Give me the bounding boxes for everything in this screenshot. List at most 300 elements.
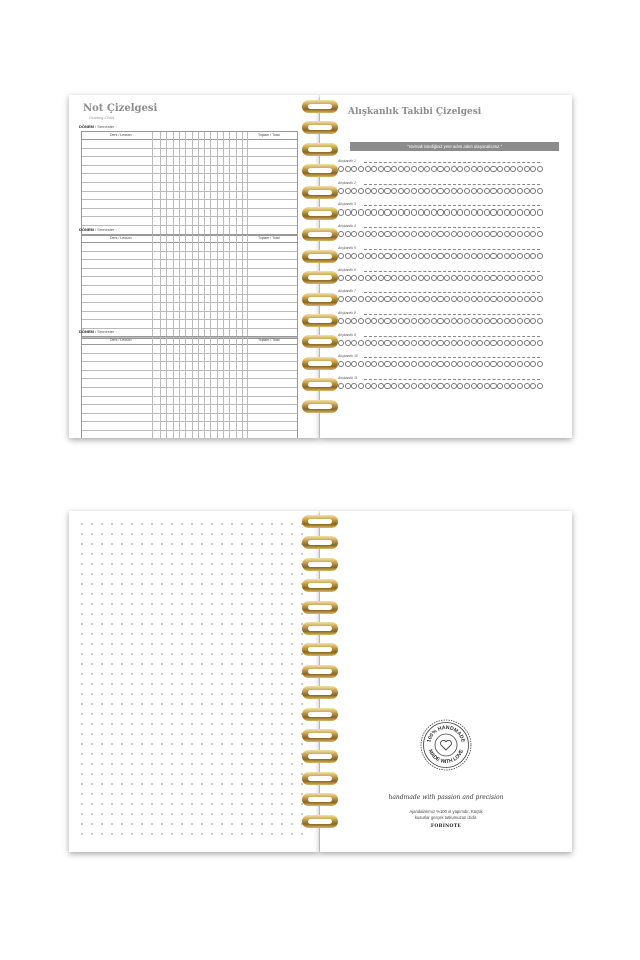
- habit-day-circle: [431, 340, 437, 346]
- habit-day-circle: [437, 340, 443, 346]
- habit-day-circle: [378, 275, 384, 281]
- habit-day-circle: [471, 166, 477, 172]
- habit-label: Alışkanlık 1: [338, 159, 356, 163]
- table-column-line: [166, 337, 167, 438]
- habit-day-circle: [391, 275, 397, 281]
- habit-day-circle: [384, 318, 390, 324]
- habit-day-circle: [537, 209, 543, 215]
- habit-day-circle: [437, 361, 443, 367]
- habit-day-circle: [418, 166, 424, 172]
- habit-day-circle: [471, 253, 477, 259]
- habit-day-circle: [524, 361, 530, 367]
- habit-day-circle: [457, 383, 463, 389]
- habit-day-circle: [365, 253, 371, 259]
- table-column-line: [152, 132, 153, 235]
- habit-write-line: [364, 205, 540, 206]
- habit-day-circle: [371, 231, 377, 237]
- habit-day-circle: [431, 296, 437, 302]
- spiral-ring: [298, 250, 342, 263]
- habit-day-circle: [384, 275, 390, 281]
- habit-day-circle: [510, 188, 516, 194]
- table-row: [82, 217, 297, 226]
- habit-day-circle: [524, 340, 530, 346]
- habit-day-circle: [411, 166, 417, 172]
- habit-day-circle: [530, 361, 536, 367]
- table-row: [82, 269, 297, 278]
- habit-day-circle: [378, 383, 384, 389]
- grading-chart-subtitle: Grading Chart: [89, 115, 115, 120]
- habit-day-circle: [484, 188, 490, 194]
- habit-day-circle: [490, 253, 496, 259]
- habit-day-circle: [451, 166, 457, 172]
- habit-day-circle: [378, 209, 384, 215]
- habit-day-circle: [411, 188, 417, 194]
- habit-write-line: [364, 184, 540, 185]
- habit-day-circle: [391, 188, 397, 194]
- habit-day-circle: [451, 253, 457, 259]
- table-row: [82, 371, 297, 380]
- habit-day-circle: [504, 340, 510, 346]
- habit-day-circle: [471, 361, 477, 367]
- habit-day-circle: [398, 361, 404, 367]
- habit-day-circle: [424, 253, 430, 259]
- habit-day-circle: [404, 166, 410, 172]
- habit-day-circle: [537, 275, 543, 281]
- habit-day-circle: [398, 383, 404, 389]
- table-column-line: [173, 337, 174, 438]
- spiral-ring: [298, 335, 342, 348]
- habit-day-circle: [444, 383, 450, 389]
- habit-day-circle: [378, 166, 384, 172]
- spiral-ring: [298, 750, 342, 763]
- habit-day-circle: [351, 209, 357, 215]
- spiral-ring: [298, 143, 342, 156]
- habit-day-circle: [411, 275, 417, 281]
- habit-day-circle: [537, 166, 543, 172]
- habit-day-circle: [345, 296, 351, 302]
- habit-day-circle: [524, 275, 530, 281]
- quote-bar: [350, 142, 559, 151]
- habit-day-circle: [424, 340, 430, 346]
- spiral-ring: [298, 271, 342, 284]
- habit-day-circle: [484, 383, 490, 389]
- spiral-ring: [298, 314, 342, 327]
- table-column-line: [247, 337, 248, 438]
- habit-day-circles: [338, 275, 543, 283]
- spiral-ring: [298, 643, 342, 656]
- habit-day-circle: [457, 318, 463, 324]
- habit-day-circle: [351, 383, 357, 389]
- handmade-badge: [420, 719, 472, 771]
- habit-day-circle: [424, 275, 430, 281]
- table-column-line: [223, 132, 224, 235]
- habit-day-circle: [351, 253, 357, 259]
- habit-day-circle: [371, 275, 377, 281]
- handmade-page: [320, 511, 572, 852]
- table-column-line: [198, 235, 199, 338]
- spiral-ring: [298, 665, 342, 678]
- habit-day-circle: [411, 340, 417, 346]
- habit-day-circle: [537, 296, 543, 302]
- spiral-ring: [298, 793, 342, 806]
- habit-day-circle: [510, 231, 516, 237]
- habit-write-line: [364, 292, 540, 293]
- habit-day-circle: [464, 318, 470, 324]
- table-column-line: [185, 132, 186, 235]
- habit-day-circle: [530, 231, 536, 237]
- table-row: [82, 379, 297, 388]
- habit-day-circle: [530, 296, 536, 302]
- habit-day-circle: [345, 383, 351, 389]
- habit-day-circle: [471, 318, 477, 324]
- habit-day-circle: [451, 296, 457, 302]
- habit-day-circle: [477, 361, 483, 367]
- habit-day-circle: [537, 253, 543, 259]
- habit-day-circle: [490, 296, 496, 302]
- grading-chart-page: [69, 95, 319, 438]
- habit-day-circle: [510, 209, 516, 215]
- habit-day-circle: [418, 275, 424, 281]
- habit-day-circle: [524, 253, 530, 259]
- habit-day-circle: [351, 231, 357, 237]
- table-column-line: [247, 235, 248, 338]
- habit-day-circle: [517, 166, 523, 172]
- spiral-ring: [298, 228, 342, 241]
- habit-day-circle: [477, 253, 483, 259]
- habit-day-circle: [471, 275, 477, 281]
- habit-day-circle: [391, 296, 397, 302]
- habit-day-circle: [530, 340, 536, 346]
- table-column-line: [173, 132, 174, 235]
- table-column-line: [236, 132, 237, 235]
- habit-write-line: [364, 336, 540, 337]
- habit-day-circle: [398, 253, 404, 259]
- habit-day-circle: [464, 275, 470, 281]
- habit-day-circle: [398, 296, 404, 302]
- table-column-line: [236, 235, 237, 338]
- dot-grid: [77, 519, 309, 841]
- habit-day-circle: [490, 231, 496, 237]
- habit-day-circle: [418, 383, 424, 389]
- habit-label: Alışkanlık 2: [338, 180, 356, 185]
- habit-day-circle: [510, 296, 516, 302]
- habit-day-circle: [464, 166, 470, 172]
- habit-label: Alışkanlık 7: [338, 289, 356, 294]
- habit-day-circle: [358, 296, 364, 302]
- habit-label: Alışkanlık 10: [338, 354, 358, 359]
- table-column-line: [242, 337, 243, 438]
- habit-day-circle: [411, 296, 417, 302]
- habit-day-circle: [464, 340, 470, 346]
- table-row: [82, 422, 297, 431]
- habit-day-circle: [404, 296, 410, 302]
- habit-day-circle: [391, 231, 397, 237]
- table-row: [82, 362, 297, 371]
- habit-day-circle: [504, 383, 510, 389]
- habit-day-circle: [424, 296, 430, 302]
- spiral-ring: [298, 772, 342, 785]
- habit-day-circle: [378, 340, 384, 346]
- habit-day-circle: [517, 340, 523, 346]
- habit-write-line: [364, 314, 540, 315]
- habit-day-circle: [510, 340, 516, 346]
- habit-day-circle: [517, 209, 523, 215]
- habit-day-circle: [477, 318, 483, 324]
- brand-name: FOBINOTE: [430, 824, 462, 829]
- habit-day-circle: [457, 296, 463, 302]
- col-lesson-3: Ders / Lesson: [110, 338, 132, 342]
- habit-day-circle: [457, 166, 463, 172]
- habit-day-circle: [411, 361, 417, 367]
- habit-day-circle: [398, 275, 404, 281]
- habit-day-circle: [530, 188, 536, 194]
- table-row: [82, 183, 297, 192]
- habit-day-circle: [391, 209, 397, 215]
- habit-day-circle: [530, 318, 536, 324]
- table-row: [82, 157, 297, 166]
- habit-day-circle: [484, 296, 490, 302]
- habit-day-circle: [524, 296, 530, 302]
- table-column-line: [204, 235, 205, 338]
- grades-table-3: [81, 336, 298, 438]
- badge-top-text: 100% HANDMADE: [426, 724, 466, 744]
- habit-day-circle: [418, 340, 424, 346]
- table-row: [82, 243, 297, 252]
- table-row: [82, 345, 297, 354]
- habit-day-circle: [404, 188, 410, 194]
- habit-day-circle: [477, 209, 483, 215]
- habit-day-circle: [378, 231, 384, 237]
- table-column-line: [152, 235, 153, 338]
- semester-label-3: DÖNEM / Semester :: [79, 329, 117, 334]
- habit-day-circle: [484, 275, 490, 281]
- habit-day-circles: [338, 253, 543, 261]
- col-total-2: Toplam / Total: [258, 236, 280, 240]
- habit-day-circle: [345, 166, 351, 172]
- table-column-line: [217, 132, 218, 235]
- table-column-line: [192, 235, 193, 338]
- table-row: [82, 431, 297, 438]
- col-total-1: Toplam / Total: [258, 133, 280, 137]
- habit-day-circles: [338, 188, 543, 196]
- habit-write-line: [364, 162, 540, 163]
- habit-day-circle: [384, 166, 390, 172]
- habit-day-circle: [457, 361, 463, 367]
- table-row: [82, 192, 297, 201]
- habit-day-circle: [365, 231, 371, 237]
- table-column-line: [179, 235, 180, 338]
- habit-day-circle: [358, 253, 364, 259]
- table-column-line: [223, 337, 224, 438]
- habit-day-circle: [444, 296, 450, 302]
- habit-day-circle: [371, 188, 377, 194]
- habit-day-circle: [418, 361, 424, 367]
- table-column-line: [179, 132, 180, 235]
- habit-day-circle: [371, 318, 377, 324]
- habit-day-circle: [517, 383, 523, 389]
- habit-day-circle: [437, 166, 443, 172]
- table-column-line: [242, 132, 243, 235]
- habit-day-circle: [345, 361, 351, 367]
- habit-day-circle: [437, 318, 443, 324]
- table-column-line: [166, 235, 167, 338]
- table-row: [82, 174, 297, 183]
- habit-day-circle: [358, 166, 364, 172]
- habit-day-circle: [398, 318, 404, 324]
- table-column-line: [179, 337, 180, 438]
- habit-day-circle: [378, 296, 384, 302]
- habit-day-circle: [391, 253, 397, 259]
- habit-day-circle: [378, 318, 384, 324]
- habit-day-circle: [510, 166, 516, 172]
- habit-day-circle: [404, 383, 410, 389]
- grading-chart-title: Not Çizelgesi: [83, 103, 158, 114]
- table-row: [82, 397, 297, 406]
- habit-day-circle: [431, 383, 437, 389]
- spiral-ring: [298, 729, 342, 742]
- habit-day-circle: [351, 361, 357, 367]
- habit-day-circle: [444, 361, 450, 367]
- habit-day-circle: [365, 383, 371, 389]
- habit-day-circle: [477, 275, 483, 281]
- table-row: [82, 354, 297, 363]
- habit-day-circle: [497, 340, 503, 346]
- table-column-line: [247, 132, 248, 235]
- habit-day-circle: [418, 188, 424, 194]
- handmade-note-1: Ajandalarımız %100 el yapımdır. Küçük: [409, 809, 483, 814]
- habit-day-circle: [404, 340, 410, 346]
- habit-day-circle: [345, 318, 351, 324]
- habit-day-circle: [471, 340, 477, 346]
- table-row: [82, 200, 297, 209]
- habit-day-circle: [444, 209, 450, 215]
- habit-day-circle: [378, 361, 384, 367]
- habit-day-circle: [371, 166, 377, 172]
- habit-day-circle: [358, 361, 364, 367]
- spiral-ring: [298, 121, 342, 134]
- habit-day-circle: [418, 296, 424, 302]
- habit-day-circle: [517, 275, 523, 281]
- table-column-line: [217, 337, 218, 438]
- semester-label-1: DÖNEM / Semester :: [79, 124, 117, 129]
- habit-day-circle: [358, 188, 364, 194]
- habit-day-circle: [504, 209, 510, 215]
- habit-day-circle: [457, 253, 463, 259]
- habit-day-circle: [431, 361, 437, 367]
- habit-day-circle: [457, 188, 463, 194]
- habit-day-circle: [537, 340, 543, 346]
- habit-day-circle: [371, 296, 377, 302]
- habit-day-circle: [358, 340, 364, 346]
- habit-day-circle: [365, 296, 371, 302]
- habit-day-circle: [431, 166, 437, 172]
- col-total-3: Toplam / Total: [258, 338, 280, 342]
- habit-day-circle: [517, 188, 523, 194]
- habit-day-circle: [398, 209, 404, 215]
- habit-day-circle: [530, 383, 536, 389]
- habit-day-circle: [524, 318, 530, 324]
- table-row: [82, 209, 297, 218]
- habit-day-circle: [424, 209, 430, 215]
- habit-day-circle: [457, 209, 463, 215]
- heart-icon: [441, 740, 452, 750]
- habit-day-circle: [484, 209, 490, 215]
- table-row: [82, 260, 297, 269]
- habit-day-circle: [471, 383, 477, 389]
- habit-day-circle: [490, 166, 496, 172]
- table-column-line: [192, 337, 193, 438]
- habit-day-circle: [444, 253, 450, 259]
- habit-day-circle: [497, 361, 503, 367]
- habit-label: Alışkanlık 5: [338, 245, 356, 250]
- habit-day-circle: [391, 383, 397, 389]
- habit-day-circle: [444, 318, 450, 324]
- habit-day-circle: [384, 383, 390, 389]
- spiral-ring: [298, 601, 342, 614]
- habit-day-circle: [464, 361, 470, 367]
- habit-day-circle: [451, 188, 457, 194]
- habit-day-circle: [371, 340, 377, 346]
- habit-day-circle: [398, 188, 404, 194]
- habit-day-circle: [345, 209, 351, 215]
- table-row: [82, 252, 297, 261]
- habit-day-circle: [464, 253, 470, 259]
- habit-day-circle: [384, 296, 390, 302]
- habit-day-circle: [424, 166, 430, 172]
- spiral-ring: [298, 536, 342, 549]
- spiral-ring: [298, 100, 342, 113]
- spiral-ring: [298, 186, 342, 199]
- habit-day-circle: [451, 340, 457, 346]
- habit-day-circle: [451, 275, 457, 281]
- habit-day-circle: [471, 188, 477, 194]
- habit-day-circle: [404, 275, 410, 281]
- habit-day-circles: [338, 209, 543, 217]
- habit-day-circle: [490, 318, 496, 324]
- habit-day-circle: [384, 361, 390, 367]
- habit-day-circle: [437, 188, 443, 194]
- habit-day-circle: [391, 361, 397, 367]
- habit-day-circle: [404, 209, 410, 215]
- habit-label: Alışkanlık 6: [338, 267, 356, 272]
- habit-day-circle: [510, 361, 516, 367]
- habit-day-circle: [424, 318, 430, 324]
- habit-day-circle: [464, 383, 470, 389]
- habit-label: Alışkanlık 3: [338, 202, 356, 207]
- habit-day-circle: [411, 231, 417, 237]
- habit-day-circle: [411, 318, 417, 324]
- spiral-ring: [298, 708, 342, 721]
- table-column-line: [198, 132, 199, 235]
- habit-day-circle: [490, 188, 496, 194]
- habit-day-circle: [517, 296, 523, 302]
- habit-day-circles: [338, 318, 543, 326]
- table-column-line: [210, 235, 211, 338]
- habit-day-circle: [497, 231, 503, 237]
- habit-day-circle: [497, 296, 503, 302]
- habit-day-circle: [351, 188, 357, 194]
- habit-day-circle: [464, 231, 470, 237]
- handmade-note-2: kusurlar gerçek tutkumuzun izidir.: [414, 815, 478, 820]
- habit-day-circle: [365, 340, 371, 346]
- habit-day-circle: [537, 361, 543, 367]
- table-row: [82, 295, 297, 304]
- habit-tracker-page: [320, 95, 572, 438]
- habit-day-circle: [530, 253, 536, 259]
- habit-day-circle: [444, 166, 450, 172]
- habit-write-line: [364, 357, 540, 358]
- habit-day-circle: [510, 253, 516, 259]
